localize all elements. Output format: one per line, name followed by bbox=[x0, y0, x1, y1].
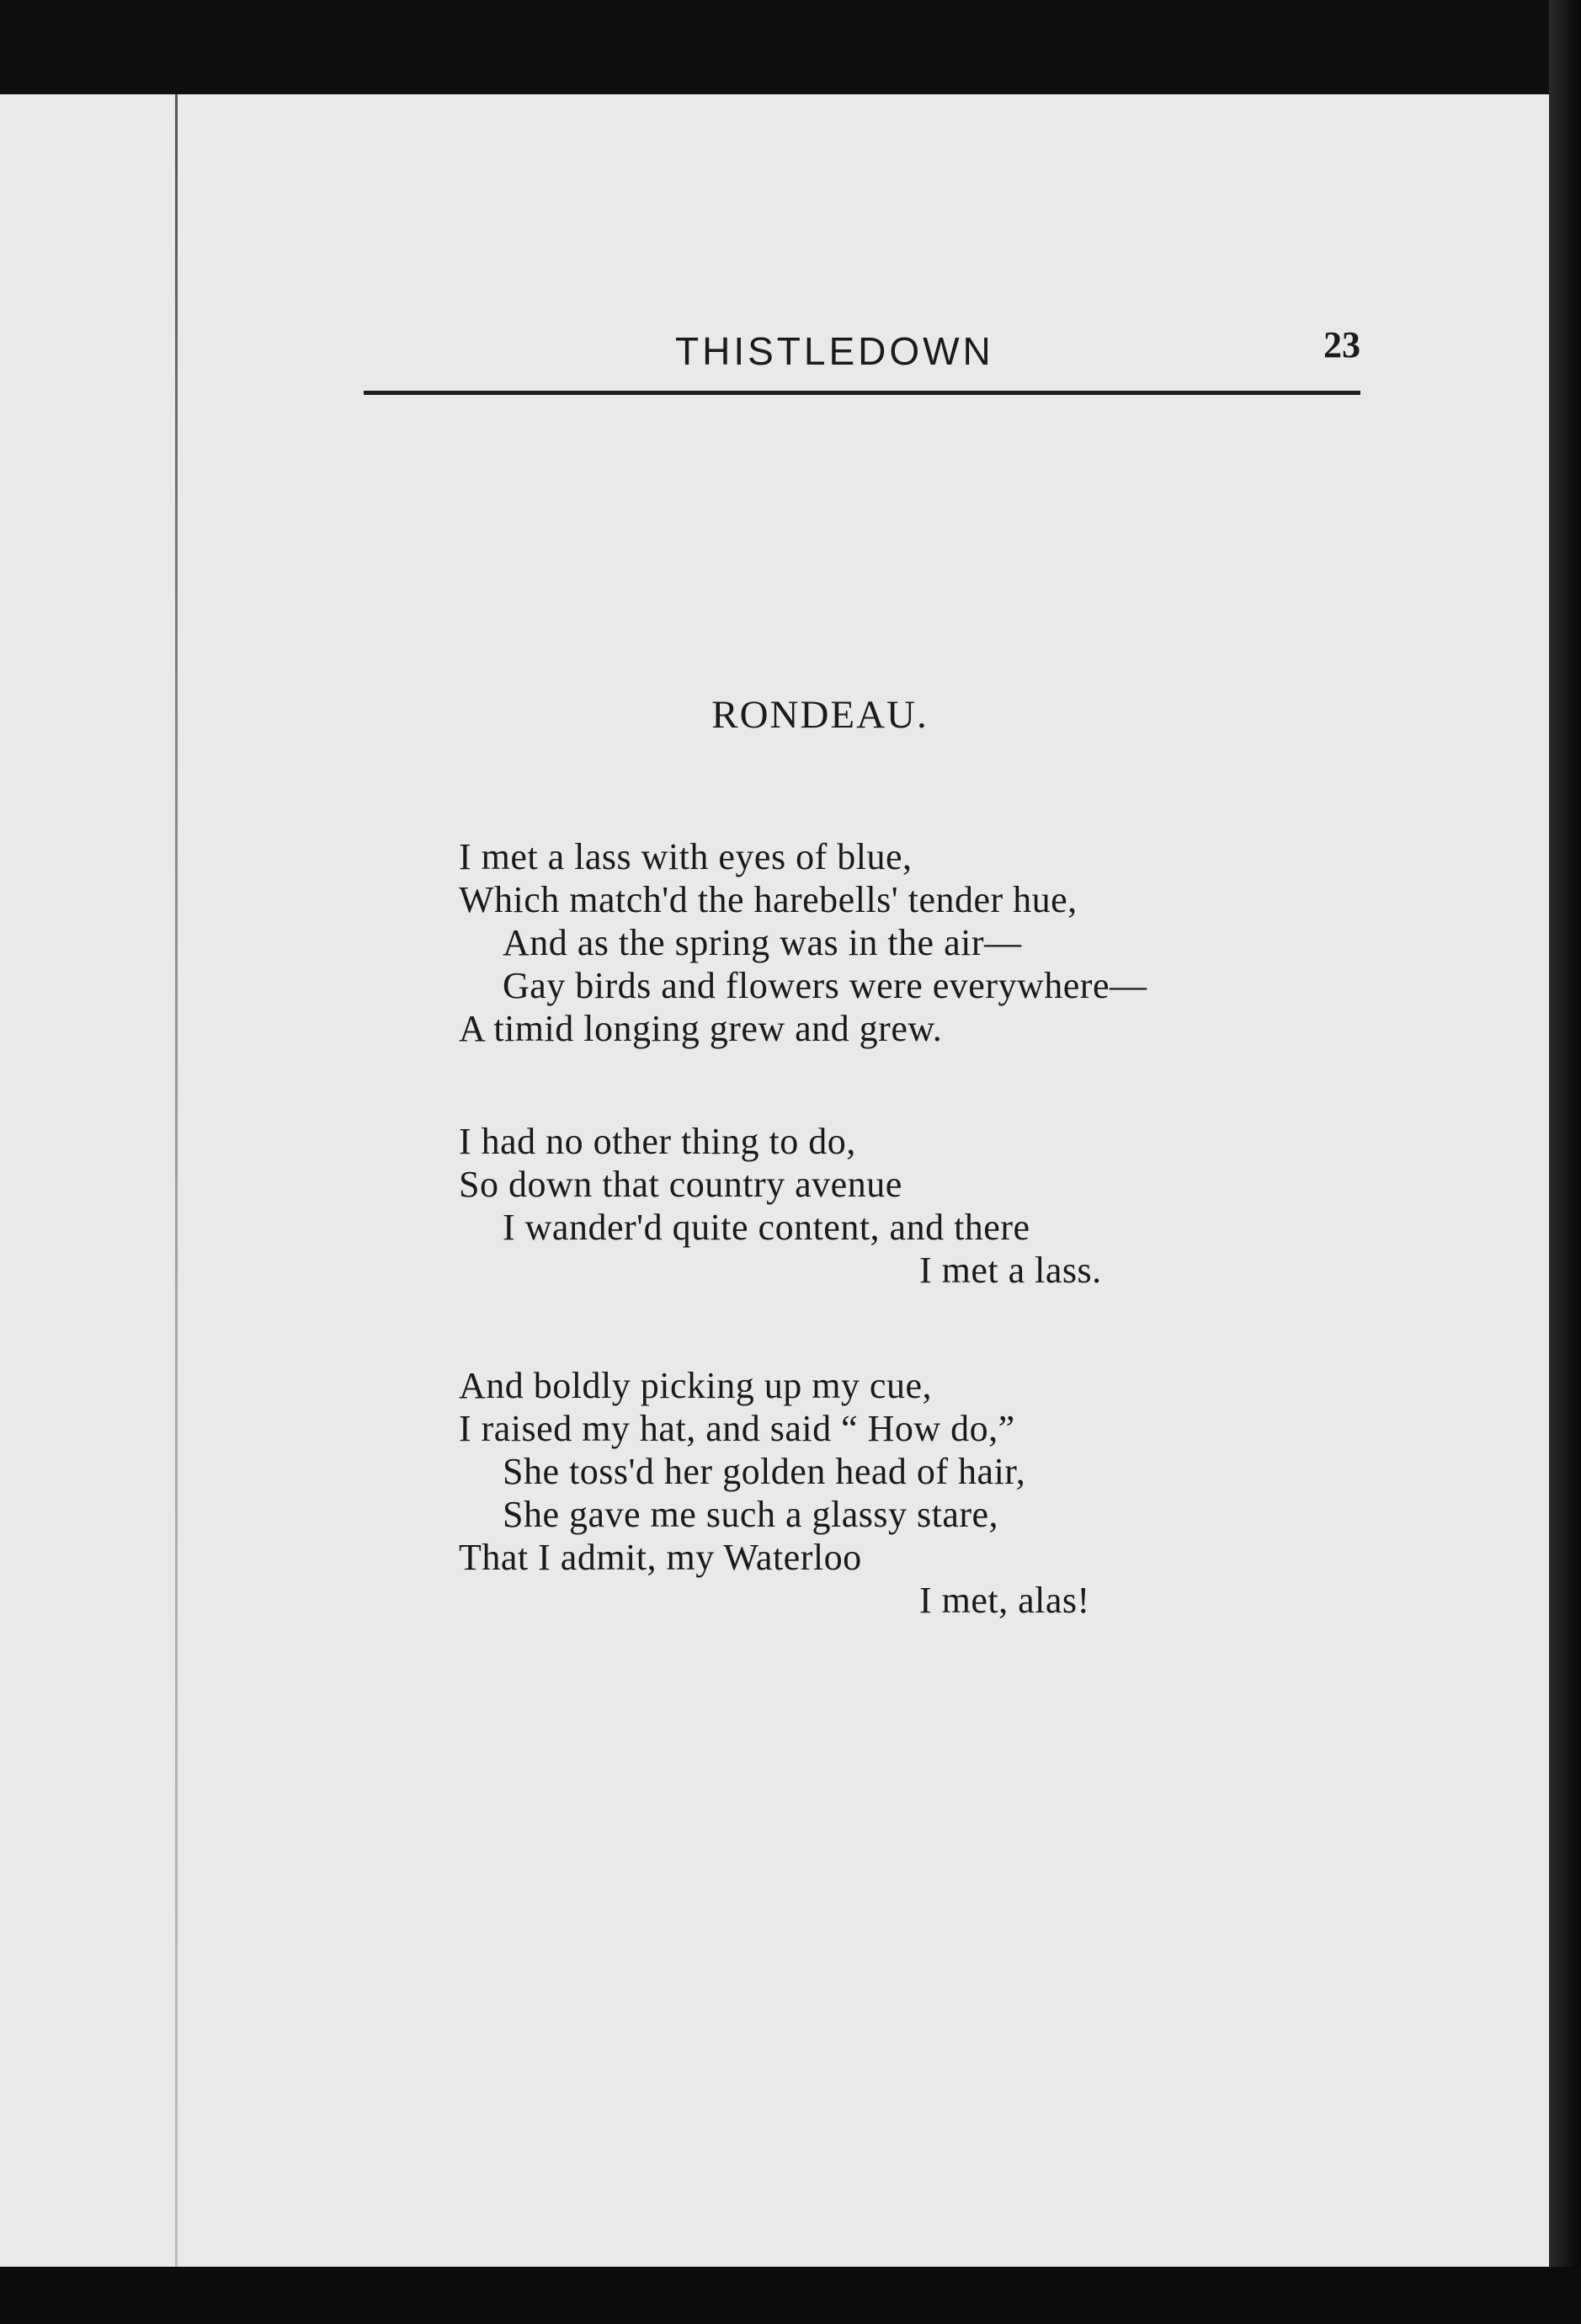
gutter-shadow bbox=[175, 94, 178, 2267]
poem-line: I wander'd quite content, and there bbox=[503, 1207, 1030, 1248]
poem-line: I had no other thing to do, bbox=[459, 1121, 856, 1162]
refrain-line: I met a lass. bbox=[919, 1250, 1102, 1291]
header-rule bbox=[364, 391, 1360, 395]
stanza-2 bbox=[459, 1120, 1301, 1292]
poem-line: She toss'd her golden head of hair, bbox=[503, 1451, 1026, 1492]
stanza-3 bbox=[459, 1364, 1301, 1622]
poem-line: A timid longing grew and grew. bbox=[459, 1008, 943, 1049]
poem-title: RONDEAU. bbox=[711, 693, 929, 737]
poem-line: I raised my hat, and said “ How do,” bbox=[459, 1408, 1015, 1449]
refrain-line: I met, alas! bbox=[919, 1580, 1090, 1621]
stanza-1 bbox=[459, 835, 1301, 1050]
page-header bbox=[364, 323, 1360, 391]
poem-line: And as the spring was in the air— bbox=[503, 922, 1022, 963]
running-title: THISTLEDOWN bbox=[675, 329, 994, 373]
poem-line: Which match'd the harebells' tender hue, bbox=[459, 879, 1078, 920]
poem-line: I met a lass with eyes of blue, bbox=[459, 836, 913, 877]
scan-edge-bottom bbox=[0, 2267, 1581, 2324]
poem-line: That I admit, my Waterloo bbox=[459, 1537, 862, 1578]
poem-line: Gay birds and flowers were everywhere— bbox=[503, 965, 1147, 1006]
poem-line: She gave me such a glassy stare, bbox=[503, 1494, 999, 1535]
page-number: 23 bbox=[1323, 324, 1360, 365]
poem-line: And boldly picking up my cue, bbox=[459, 1365, 932, 1406]
scan-edge-right bbox=[1549, 0, 1581, 2324]
poem-line: So down that country avenue bbox=[459, 1164, 902, 1205]
book-page bbox=[0, 94, 1549, 2267]
